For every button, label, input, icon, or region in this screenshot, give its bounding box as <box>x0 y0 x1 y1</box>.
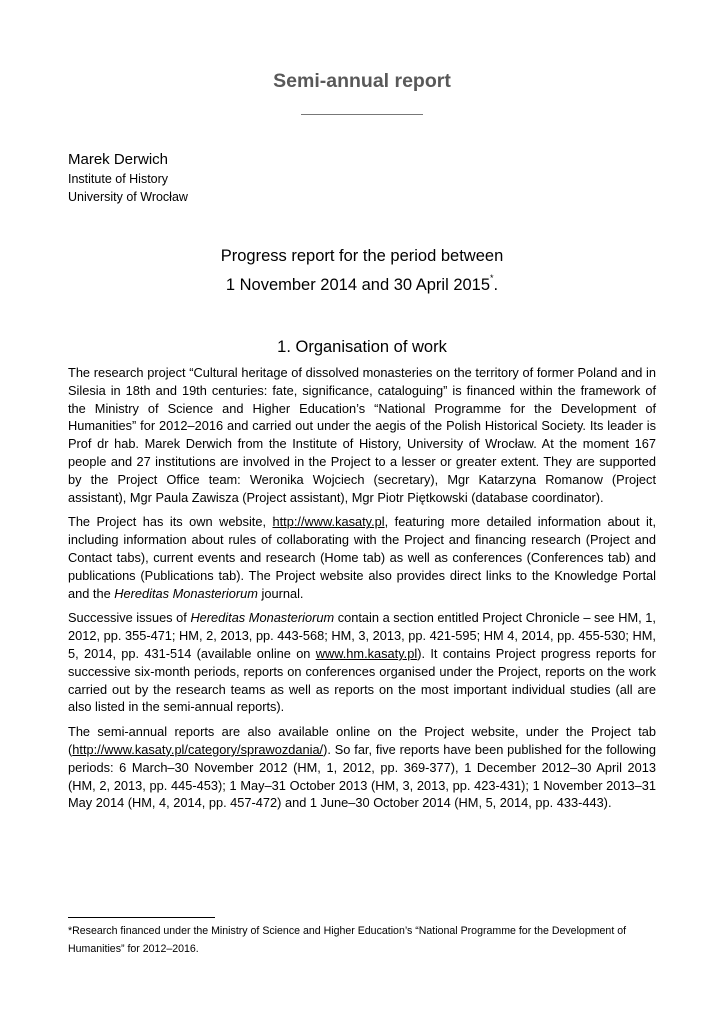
p3-text-a: Successive issues of <box>68 610 191 626</box>
affiliation-institute: Institute of History <box>68 172 169 186</box>
progress-heading-line1: Progress report for the period between <box>220 247 504 265</box>
p3-text-b: contain a section entitled Project Chronicle – see HM, 1, 2012, pp. 355-471; HM, 2, 2013, pp. 443-568; HM, 3, 2013, pp. 421-595; HM 4, 2014, pp. 455-530; HM, 5, 2014, pp. 431-514 (available online on <box>68 610 656 661</box>
p2-text-b: , featuring more detailed information about it, including information about rules of collaborating with the Project and financing research (Project and Contact tabs), current events and research (Home tab) as well as conferences (Conferences tab) and publications (Publications tab). The Project website also provides direct links to the Knowledge Portal and the <box>68 514 656 601</box>
paragraph-1: The research project “Cultural heritage of dissolved monasteries on the territory of former Poland and in Silesia in 18th and 19th centuries: fate, significance, cataloguing” is financed within the framework of the Ministry of Science and Higher Education’s “National Programme for the Development of Humanities” for 2012–2016 and carried out under the aegis of the Polish Historical Society. Its leader is Prof dr hab. Marek Derwich from the Institute of History, University of Wrocław. At the moment 167 people and 27 institutions are involved in the Project to a lesser or greater extent. They are supported by the Project Office team: Weronika Wojciech (secretary), Mgr Katarzyna Romanow (Project assistant), Mgr Paula Zawisza (Project assistant), Mgr Piotr Piętkowski (database coordinator). <box>68 365 656 505</box>
paragraph-3 <box>68 609 656 716</box>
title-underline <box>301 114 423 115</box>
affiliation-university: University of Wrocław <box>68 190 188 204</box>
footnote-text: Research financed under the Ministry of Science and Higher Education’s “National Programme for the Development of Humanities” for 2012–2016. <box>68 925 627 955</box>
p2-text-c: journal. <box>257 585 304 601</box>
footnote-separator <box>68 917 215 918</box>
author-name: Marek Derwich <box>68 151 169 168</box>
progress-heading-line2 <box>0 273 724 295</box>
hm-website-link[interactable]: www.hm.kasaty.pl <box>315 645 418 661</box>
report-title: Semi-annual report <box>273 70 451 92</box>
p4-text-b: ). So far, five reports have been published for the following periods: 6 March–30 November 2012 (HM, 1, 2012, pp. 369-377), 1 December 2012–30 April 2013 (HM, 2, 2013, pp. 445-453); 1 May–31 October 2013 (HM, 3, 2013, pp. 423-431); 1 November 2013–31 May 2014 (HM, 4, 2014, pp. 457-472) and 1 June–30 October 2014 (HM, 5, 2014, pp. 433-443). <box>68 741 656 811</box>
progress-period: 1 November 2014 and 30 April 2015 <box>225 276 491 294</box>
p2-text-a: The Project has its own website, <box>68 514 273 530</box>
progress-period-end: . <box>493 276 499 294</box>
footnote <box>68 923 656 958</box>
p3-journal-title: Hereditas Monasteriorum <box>190 610 335 626</box>
section-heading: 1. Organisation of work <box>277 338 447 356</box>
p3-text-c: ). It contains Project progress reports for successive six-month periods, reports on conferences organised under the Project, reports on the work carried out by the research teams as well as reports on the most important individual studies (all are also listed in the semi-annual reports). <box>68 645 656 715</box>
p4-text-a: The semi-annual reports are also available online on the Project website, under the Project tab ( <box>68 724 656 757</box>
sprawozdania-link[interactable]: http://www.kasaty.pl/category/sprawozdania/ <box>72 741 324 757</box>
footnote-mark: * <box>68 925 73 937</box>
footnote-reference[interactable]: * <box>490 273 494 283</box>
paragraph-4 <box>68 723 656 812</box>
p2-journal-title: Hereditas Monasteriorum <box>114 585 258 601</box>
kasaty-website-link[interactable]: http://www.kasaty.pl <box>272 514 385 530</box>
paragraph-2 <box>68 513 656 602</box>
body-text <box>68 364 656 819</box>
